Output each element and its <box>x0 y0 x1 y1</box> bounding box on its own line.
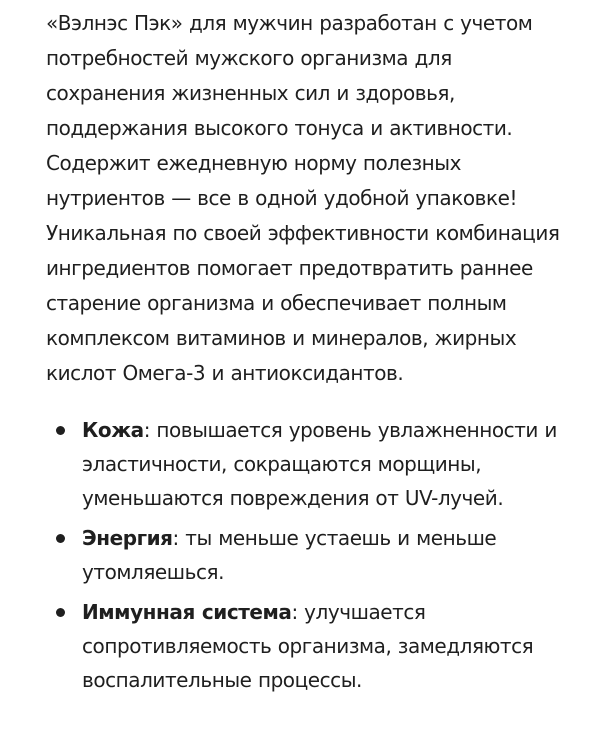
bullet-icon <box>56 426 65 435</box>
benefit-term: Кожа <box>82 418 144 442</box>
benefit-item-energy <box>46 521 576 589</box>
product-description: «Вэлнэс Пэк» для мужчин разработан с учетом потребностей мужского организма для сохранения жизненных сил и здоровья, поддержания высокого тонуса и активности. Содержит ежедневную норму полезных нутриентов — все в одной удобной упаковке! Уникальная по своей эффективности комбинация ингредиентов помогает предотвратить раннее старение организма и обеспечивает полным комплексом витаминов и минералов, жирных кислот Омега-3 и антиоксидантов. <box>46 11 560 385</box>
benefit-separator: : <box>143 418 150 442</box>
benefit-term: Энергия <box>82 526 173 550</box>
article-content <box>46 6 576 703</box>
benefit-item-skin <box>46 413 576 515</box>
benefits-list <box>46 413 576 697</box>
benefit-item-immune-system <box>46 595 576 697</box>
benefit-text: ты меньше устаешь и меньше утомляешься. <box>82 526 497 584</box>
benefit-term: Иммунная система <box>82 600 292 624</box>
benefit-text: повышается уровень увлажненности и эластичности, сокращаются морщины, уменьшаются повреждения от UV-лучей. <box>82 418 557 510</box>
bullet-icon <box>56 534 65 543</box>
benefit-separator: : <box>291 600 298 624</box>
benefit-separator: : <box>172 526 179 550</box>
bullet-icon <box>56 608 65 617</box>
benefit-text: улучшается сопротивляемость организма, замедляются воспалительные процессы. <box>82 600 534 692</box>
